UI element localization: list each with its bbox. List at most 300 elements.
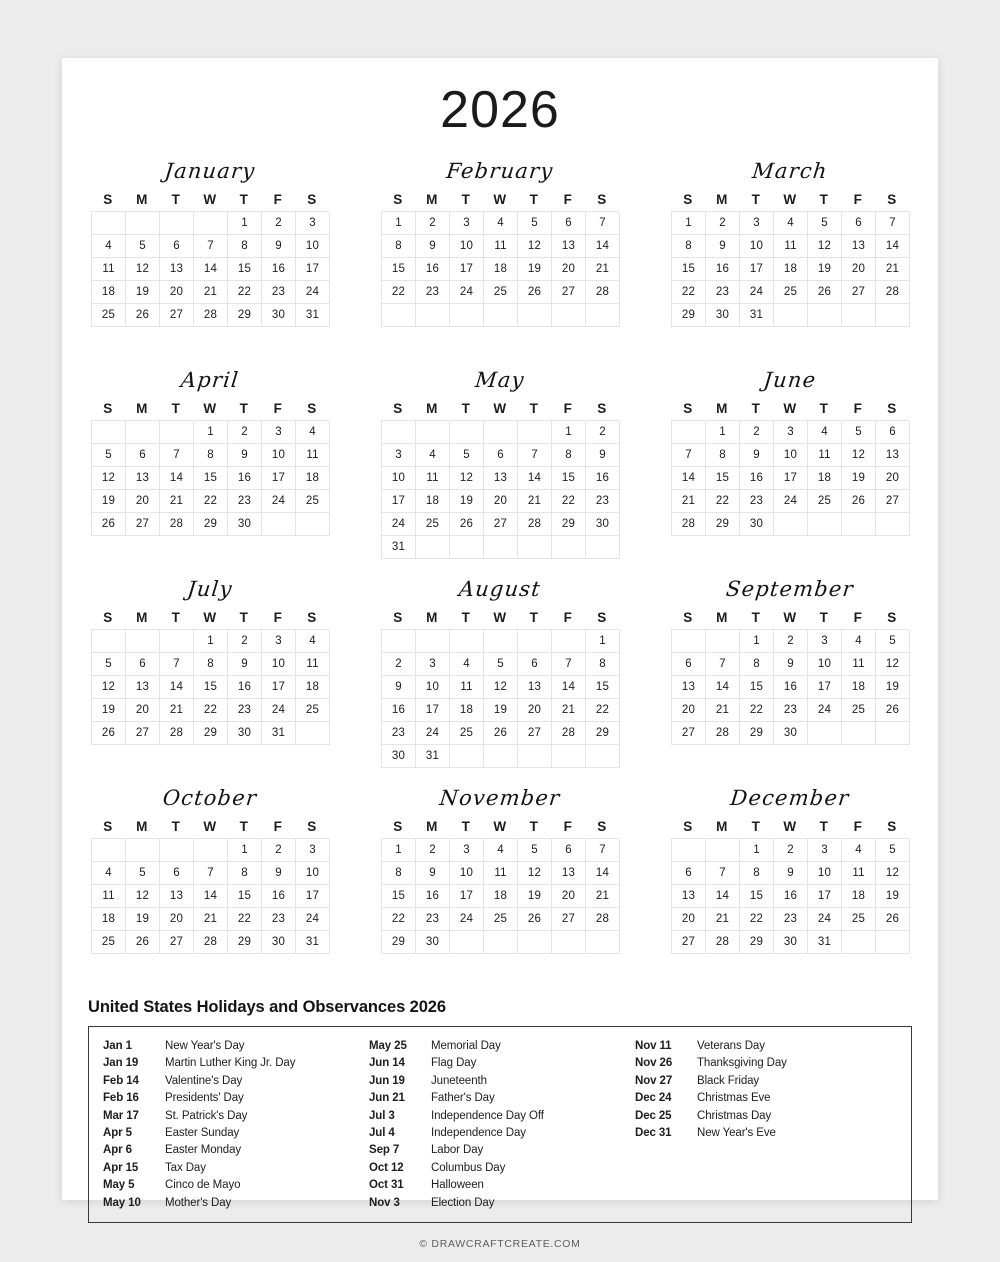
day-cell[interactable]: 16 — [382, 699, 416, 722]
day-cell[interactable]: 9 — [228, 653, 262, 676]
day-cell[interactable]: 6 — [552, 212, 586, 235]
day-cell[interactable]: 12 — [876, 653, 910, 676]
day-cell[interactable]: 5 — [518, 212, 552, 235]
day-cell[interactable]: 3 — [808, 630, 842, 653]
day-cell[interactable]: 2 — [262, 839, 296, 862]
day-cell[interactable]: 6 — [672, 862, 706, 885]
day-cell[interactable]: 4 — [484, 212, 518, 235]
day-cell[interactable]: 18 — [92, 281, 126, 304]
day-cell[interactable]: 30 — [774, 722, 808, 745]
day-cell[interactable]: 16 — [228, 676, 262, 699]
day-cell[interactable]: 6 — [552, 839, 586, 862]
day-cell[interactable]: 11 — [484, 862, 518, 885]
day-cell[interactable]: 24 — [774, 490, 808, 513]
day-cell[interactable]: 26 — [450, 513, 484, 536]
day-cell[interactable]: 7 — [706, 653, 740, 676]
day-cell[interactable]: 13 — [484, 467, 518, 490]
day-cell[interactable]: 18 — [296, 676, 330, 699]
day-cell[interactable]: 1 — [194, 421, 228, 444]
day-cell[interactable]: 9 — [586, 444, 620, 467]
day-cell[interactable]: 30 — [740, 513, 774, 536]
day-cell[interactable]: 31 — [808, 931, 842, 954]
day-cell[interactable]: 22 — [382, 281, 416, 304]
day-cell[interactable]: 4 — [416, 444, 450, 467]
day-cell[interactable]: 26 — [126, 304, 160, 327]
day-cell[interactable]: 10 — [808, 653, 842, 676]
day-cell[interactable]: 9 — [416, 235, 450, 258]
day-cell[interactable]: 30 — [228, 722, 262, 745]
day-cell[interactable]: 27 — [518, 722, 552, 745]
day-cell[interactable]: 12 — [126, 258, 160, 281]
day-cell[interactable]: 1 — [194, 630, 228, 653]
day-cell[interactable]: 25 — [808, 490, 842, 513]
day-cell[interactable]: 5 — [126, 235, 160, 258]
day-cell[interactable]: 4 — [92, 235, 126, 258]
day-cell[interactable]: 5 — [876, 839, 910, 862]
day-cell[interactable]: 14 — [706, 676, 740, 699]
day-cell[interactable]: 12 — [876, 862, 910, 885]
day-cell[interactable]: 15 — [194, 467, 228, 490]
day-cell[interactable]: 11 — [92, 258, 126, 281]
day-cell[interactable]: 3 — [450, 839, 484, 862]
day-cell[interactable]: 18 — [296, 467, 330, 490]
day-cell[interactable]: 27 — [552, 281, 586, 304]
day-cell[interactable]: 2 — [262, 212, 296, 235]
day-cell[interactable]: 3 — [296, 839, 330, 862]
day-cell[interactable]: 8 — [552, 444, 586, 467]
day-cell[interactable]: 12 — [518, 862, 552, 885]
day-cell[interactable]: 11 — [296, 444, 330, 467]
day-cell[interactable]: 18 — [842, 885, 876, 908]
day-cell[interactable]: 16 — [774, 676, 808, 699]
day-cell[interactable]: 8 — [194, 444, 228, 467]
day-cell[interactable]: 17 — [740, 258, 774, 281]
day-cell[interactable]: 11 — [296, 653, 330, 676]
day-cell[interactable]: 9 — [774, 862, 808, 885]
day-cell[interactable]: 27 — [876, 490, 910, 513]
day-cell[interactable]: 8 — [672, 235, 706, 258]
day-cell[interactable]: 26 — [92, 513, 126, 536]
day-cell[interactable]: 24 — [262, 699, 296, 722]
day-cell[interactable]: 14 — [194, 258, 228, 281]
day-cell[interactable]: 28 — [706, 931, 740, 954]
day-cell[interactable]: 20 — [126, 699, 160, 722]
day-cell[interactable]: 24 — [740, 281, 774, 304]
day-cell[interactable]: 30 — [228, 513, 262, 536]
day-cell[interactable]: 31 — [296, 304, 330, 327]
day-cell[interactable]: 16 — [740, 467, 774, 490]
day-cell[interactable]: 19 — [92, 699, 126, 722]
day-cell[interactable]: 11 — [92, 885, 126, 908]
day-cell[interactable]: 13 — [160, 885, 194, 908]
day-cell[interactable]: 1 — [706, 421, 740, 444]
day-cell[interactable]: 21 — [518, 490, 552, 513]
day-cell[interactable]: 28 — [586, 281, 620, 304]
day-cell[interactable]: 2 — [586, 421, 620, 444]
day-cell[interactable]: 8 — [194, 653, 228, 676]
day-cell[interactable]: 17 — [262, 467, 296, 490]
day-cell[interactable]: 29 — [740, 722, 774, 745]
day-cell[interactable]: 4 — [808, 421, 842, 444]
day-cell[interactable]: 25 — [450, 722, 484, 745]
day-cell[interactable]: 8 — [740, 862, 774, 885]
day-cell[interactable]: 30 — [774, 931, 808, 954]
day-cell[interactable]: 28 — [194, 304, 228, 327]
day-cell[interactable]: 19 — [126, 908, 160, 931]
day-cell[interactable]: 28 — [160, 722, 194, 745]
day-cell[interactable]: 23 — [774, 908, 808, 931]
day-cell[interactable]: 30 — [416, 931, 450, 954]
day-cell[interactable]: 15 — [740, 676, 774, 699]
day-cell[interactable]: 5 — [126, 862, 160, 885]
day-cell[interactable]: 7 — [706, 862, 740, 885]
day-cell[interactable]: 5 — [450, 444, 484, 467]
day-cell[interactable]: 11 — [842, 862, 876, 885]
day-cell[interactable]: 29 — [586, 722, 620, 745]
day-cell[interactable]: 22 — [586, 699, 620, 722]
day-cell[interactable]: 17 — [296, 885, 330, 908]
day-cell[interactable]: 19 — [876, 676, 910, 699]
day-cell[interactable]: 17 — [416, 699, 450, 722]
day-cell[interactable]: 3 — [382, 444, 416, 467]
day-cell[interactable]: 19 — [518, 885, 552, 908]
day-cell[interactable]: 23 — [262, 908, 296, 931]
day-cell[interactable]: 18 — [416, 490, 450, 513]
day-cell[interactable]: 27 — [552, 908, 586, 931]
day-cell[interactable]: 8 — [228, 862, 262, 885]
day-cell[interactable]: 16 — [262, 258, 296, 281]
day-cell[interactable]: 28 — [194, 931, 228, 954]
day-cell[interactable]: 21 — [672, 490, 706, 513]
day-cell[interactable]: 10 — [450, 235, 484, 258]
day-cell[interactable]: 24 — [450, 281, 484, 304]
day-cell[interactable]: 24 — [296, 281, 330, 304]
day-cell[interactable]: 13 — [552, 862, 586, 885]
day-cell[interactable]: 15 — [228, 885, 262, 908]
day-cell[interactable]: 3 — [740, 212, 774, 235]
day-cell[interactable]: 18 — [92, 908, 126, 931]
day-cell[interactable]: 19 — [450, 490, 484, 513]
day-cell[interactable]: 17 — [382, 490, 416, 513]
day-cell[interactable]: 29 — [740, 931, 774, 954]
day-cell[interactable]: 24 — [296, 908, 330, 931]
day-cell[interactable]: 25 — [484, 908, 518, 931]
day-cell[interactable]: 5 — [842, 421, 876, 444]
day-cell[interactable]: 20 — [672, 908, 706, 931]
day-cell[interactable]: 2 — [740, 421, 774, 444]
day-cell[interactable]: 9 — [774, 653, 808, 676]
day-cell[interactable]: 7 — [586, 212, 620, 235]
day-cell[interactable]: 10 — [416, 676, 450, 699]
day-cell[interactable]: 27 — [160, 304, 194, 327]
day-cell[interactable]: 30 — [706, 304, 740, 327]
day-cell[interactable]: 17 — [450, 258, 484, 281]
day-cell[interactable]: 1 — [740, 839, 774, 862]
day-cell[interactable]: 23 — [774, 699, 808, 722]
day-cell[interactable]: 16 — [262, 885, 296, 908]
day-cell[interactable]: 22 — [552, 490, 586, 513]
day-cell[interactable]: 21 — [876, 258, 910, 281]
day-cell[interactable]: 4 — [450, 653, 484, 676]
day-cell[interactable]: 15 — [382, 258, 416, 281]
day-cell[interactable]: 7 — [876, 212, 910, 235]
day-cell[interactable]: 22 — [740, 908, 774, 931]
day-cell[interactable]: 15 — [740, 885, 774, 908]
day-cell[interactable]: 20 — [552, 258, 586, 281]
day-cell[interactable]: 20 — [160, 281, 194, 304]
day-cell[interactable]: 13 — [518, 676, 552, 699]
day-cell[interactable]: 27 — [126, 722, 160, 745]
day-cell[interactable]: 1 — [740, 630, 774, 653]
day-cell[interactable]: 12 — [518, 235, 552, 258]
day-cell[interactable]: 13 — [126, 467, 160, 490]
day-cell[interactable]: 3 — [808, 839, 842, 862]
day-cell[interactable]: 21 — [706, 699, 740, 722]
day-cell[interactable]: 24 — [382, 513, 416, 536]
day-cell[interactable]: 4 — [842, 630, 876, 653]
day-cell[interactable]: 22 — [194, 699, 228, 722]
day-cell[interactable]: 26 — [518, 908, 552, 931]
day-cell[interactable]: 16 — [416, 885, 450, 908]
day-cell[interactable]: 29 — [194, 722, 228, 745]
day-cell[interactable]: 8 — [740, 653, 774, 676]
day-cell[interactable]: 22 — [228, 908, 262, 931]
day-cell[interactable]: 10 — [262, 653, 296, 676]
day-cell[interactable]: 31 — [740, 304, 774, 327]
day-cell[interactable]: 21 — [194, 281, 228, 304]
day-cell[interactable]: 11 — [484, 235, 518, 258]
day-cell[interactable]: 15 — [586, 676, 620, 699]
day-cell[interactable]: 14 — [586, 235, 620, 258]
day-cell[interactable]: 18 — [484, 258, 518, 281]
day-cell[interactable]: 27 — [126, 513, 160, 536]
day-cell[interactable]: 28 — [706, 722, 740, 745]
day-cell[interactable]: 17 — [262, 676, 296, 699]
day-cell[interactable]: 22 — [194, 490, 228, 513]
day-cell[interactable]: 10 — [382, 467, 416, 490]
day-cell[interactable]: 13 — [160, 258, 194, 281]
day-cell[interactable]: 10 — [774, 444, 808, 467]
day-cell[interactable]: 26 — [484, 722, 518, 745]
day-cell[interactable]: 28 — [518, 513, 552, 536]
day-cell[interactable]: 17 — [808, 885, 842, 908]
day-cell[interactable]: 20 — [842, 258, 876, 281]
day-cell[interactable]: 5 — [92, 444, 126, 467]
day-cell[interactable]: 1 — [672, 212, 706, 235]
day-cell[interactable]: 10 — [296, 235, 330, 258]
day-cell[interactable]: 23 — [382, 722, 416, 745]
day-cell[interactable]: 26 — [92, 722, 126, 745]
day-cell[interactable]: 14 — [518, 467, 552, 490]
day-cell[interactable]: 19 — [876, 885, 910, 908]
day-cell[interactable]: 16 — [416, 258, 450, 281]
day-cell[interactable]: 15 — [552, 467, 586, 490]
day-cell[interactable]: 4 — [774, 212, 808, 235]
day-cell[interactable]: 22 — [740, 699, 774, 722]
day-cell[interactable]: 2 — [774, 630, 808, 653]
day-cell[interactable]: 20 — [672, 699, 706, 722]
day-cell[interactable]: 1 — [382, 839, 416, 862]
day-cell[interactable]: 2 — [416, 212, 450, 235]
day-cell[interactable]: 20 — [552, 885, 586, 908]
day-cell[interactable]: 21 — [160, 699, 194, 722]
day-cell[interactable]: 5 — [92, 653, 126, 676]
day-cell[interactable]: 14 — [672, 467, 706, 490]
day-cell[interactable]: 17 — [774, 467, 808, 490]
day-cell[interactable]: 18 — [774, 258, 808, 281]
day-cell[interactable]: 23 — [228, 699, 262, 722]
day-cell[interactable]: 7 — [518, 444, 552, 467]
day-cell[interactable]: 9 — [740, 444, 774, 467]
day-cell[interactable]: 3 — [262, 421, 296, 444]
day-cell[interactable]: 27 — [672, 722, 706, 745]
day-cell[interactable]: 15 — [672, 258, 706, 281]
day-cell[interactable]: 10 — [740, 235, 774, 258]
day-cell[interactable]: 25 — [416, 513, 450, 536]
day-cell[interactable]: 10 — [296, 862, 330, 885]
day-cell[interactable]: 24 — [808, 699, 842, 722]
day-cell[interactable]: 28 — [876, 281, 910, 304]
day-cell[interactable]: 5 — [876, 630, 910, 653]
day-cell[interactable]: 4 — [296, 630, 330, 653]
day-cell[interactable]: 6 — [842, 212, 876, 235]
day-cell[interactable]: 13 — [126, 676, 160, 699]
day-cell[interactable]: 29 — [194, 513, 228, 536]
day-cell[interactable]: 16 — [228, 467, 262, 490]
day-cell[interactable]: 13 — [672, 676, 706, 699]
day-cell[interactable]: 14 — [160, 676, 194, 699]
day-cell[interactable]: 25 — [296, 699, 330, 722]
day-cell[interactable]: 12 — [92, 676, 126, 699]
day-cell[interactable]: 2 — [774, 839, 808, 862]
day-cell[interactable]: 12 — [484, 676, 518, 699]
day-cell[interactable]: 18 — [484, 885, 518, 908]
day-cell[interactable]: 7 — [160, 653, 194, 676]
day-cell[interactable]: 20 — [126, 490, 160, 513]
day-cell[interactable]: 3 — [416, 653, 450, 676]
day-cell[interactable]: 7 — [160, 444, 194, 467]
day-cell[interactable]: 23 — [586, 490, 620, 513]
day-cell[interactable]: 15 — [194, 676, 228, 699]
day-cell[interactable]: 26 — [518, 281, 552, 304]
day-cell[interactable]: 2 — [706, 212, 740, 235]
day-cell[interactable]: 15 — [706, 467, 740, 490]
day-cell[interactable]: 19 — [518, 258, 552, 281]
day-cell[interactable]: 28 — [586, 908, 620, 931]
day-cell[interactable]: 15 — [228, 258, 262, 281]
day-cell[interactable]: 29 — [552, 513, 586, 536]
day-cell[interactable]: 5 — [518, 839, 552, 862]
day-cell[interactable]: 28 — [672, 513, 706, 536]
day-cell[interactable]: 23 — [228, 490, 262, 513]
day-cell[interactable]: 9 — [706, 235, 740, 258]
day-cell[interactable]: 14 — [706, 885, 740, 908]
day-cell[interactable]: 30 — [586, 513, 620, 536]
day-cell[interactable]: 19 — [92, 490, 126, 513]
day-cell[interactable]: 19 — [808, 258, 842, 281]
day-cell[interactable]: 3 — [450, 212, 484, 235]
day-cell[interactable]: 22 — [228, 281, 262, 304]
day-cell[interactable]: 22 — [672, 281, 706, 304]
day-cell[interactable]: 6 — [518, 653, 552, 676]
day-cell[interactable]: 9 — [262, 235, 296, 258]
day-cell[interactable]: 13 — [672, 885, 706, 908]
day-cell[interactable]: 30 — [262, 304, 296, 327]
day-cell[interactable]: 29 — [228, 304, 262, 327]
day-cell[interactable]: 9 — [416, 862, 450, 885]
day-cell[interactable]: 25 — [92, 304, 126, 327]
day-cell[interactable]: 7 — [586, 839, 620, 862]
day-cell[interactable]: 28 — [160, 513, 194, 536]
day-cell[interactable]: 24 — [262, 490, 296, 513]
day-cell[interactable]: 26 — [126, 931, 160, 954]
day-cell[interactable]: 25 — [92, 931, 126, 954]
day-cell[interactable]: 6 — [876, 421, 910, 444]
day-cell[interactable]: 1 — [228, 839, 262, 862]
day-cell[interactable]: 19 — [842, 467, 876, 490]
day-cell[interactable]: 10 — [262, 444, 296, 467]
day-cell[interactable]: 16 — [706, 258, 740, 281]
day-cell[interactable]: 12 — [808, 235, 842, 258]
day-cell[interactable]: 12 — [92, 467, 126, 490]
day-cell[interactable]: 13 — [552, 235, 586, 258]
day-cell[interactable]: 21 — [194, 908, 228, 931]
day-cell[interactable]: 21 — [160, 490, 194, 513]
day-cell[interactable]: 2 — [228, 630, 262, 653]
day-cell[interactable]: 22 — [382, 908, 416, 931]
day-cell[interactable]: 25 — [842, 699, 876, 722]
day-cell[interactable]: 24 — [450, 908, 484, 931]
day-cell[interactable]: 1 — [586, 630, 620, 653]
day-cell[interactable]: 20 — [484, 490, 518, 513]
day-cell[interactable]: 8 — [706, 444, 740, 467]
day-cell[interactable]: 1 — [382, 212, 416, 235]
day-cell[interactable]: 8 — [586, 653, 620, 676]
day-cell[interactable]: 25 — [296, 490, 330, 513]
day-cell[interactable]: 20 — [160, 908, 194, 931]
day-cell[interactable]: 12 — [126, 885, 160, 908]
day-cell[interactable]: 7 — [194, 235, 228, 258]
day-cell[interactable]: 9 — [262, 862, 296, 885]
day-cell[interactable]: 29 — [382, 931, 416, 954]
day-cell[interactable]: 2 — [416, 839, 450, 862]
day-cell[interactable]: 31 — [296, 931, 330, 954]
day-cell[interactable]: 7 — [194, 862, 228, 885]
day-cell[interactable]: 6 — [126, 444, 160, 467]
day-cell[interactable]: 29 — [672, 304, 706, 327]
day-cell[interactable]: 3 — [774, 421, 808, 444]
day-cell[interactable]: 15 — [382, 885, 416, 908]
day-cell[interactable]: 18 — [808, 467, 842, 490]
day-cell[interactable]: 18 — [842, 676, 876, 699]
day-cell[interactable]: 14 — [160, 467, 194, 490]
day-cell[interactable]: 19 — [484, 699, 518, 722]
day-cell[interactable]: 16 — [586, 467, 620, 490]
day-cell[interactable]: 23 — [262, 281, 296, 304]
day-cell[interactable]: 6 — [126, 653, 160, 676]
day-cell[interactable]: 18 — [450, 699, 484, 722]
day-cell[interactable]: 4 — [92, 862, 126, 885]
day-cell[interactable]: 9 — [382, 676, 416, 699]
day-cell[interactable]: 21 — [586, 885, 620, 908]
day-cell[interactable]: 23 — [706, 281, 740, 304]
day-cell[interactable]: 16 — [774, 885, 808, 908]
day-cell[interactable]: 26 — [876, 908, 910, 931]
day-cell[interactable]: 6 — [160, 862, 194, 885]
day-cell[interactable]: 27 — [672, 931, 706, 954]
day-cell[interactable]: 25 — [842, 908, 876, 931]
day-cell[interactable]: 7 — [672, 444, 706, 467]
